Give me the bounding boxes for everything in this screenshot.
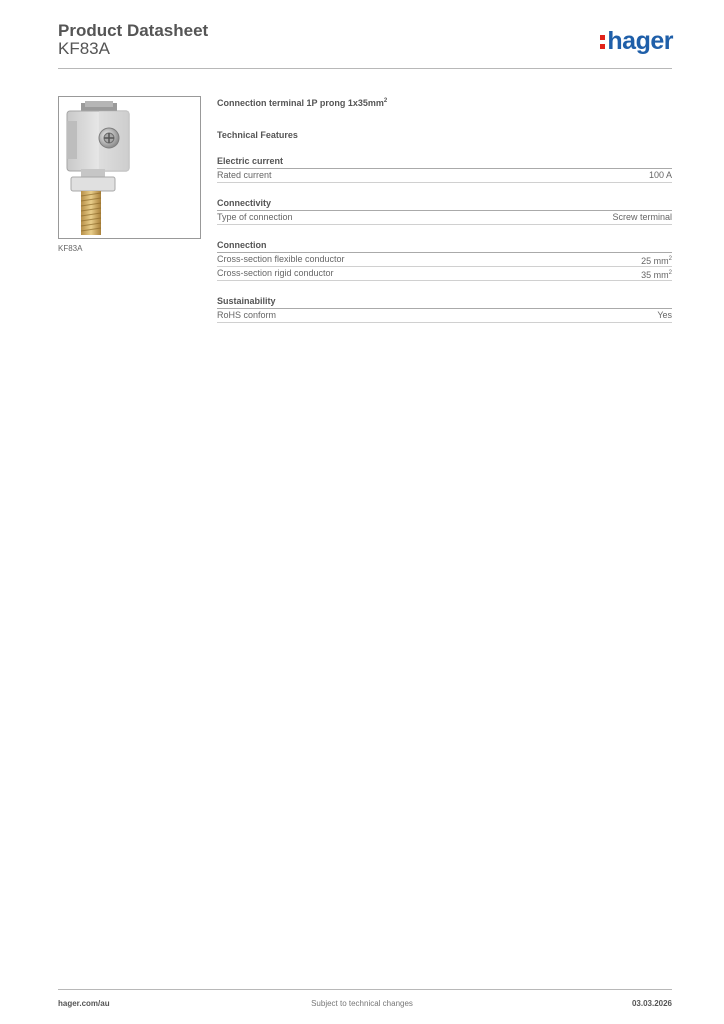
- feature-row: [217, 253, 672, 267]
- feature-value-text: Screw terminal: [612, 212, 672, 222]
- feature-label: RoHS conform: [217, 310, 277, 320]
- product-name-text: Connection terminal 1P prong 1x35mm: [217, 98, 384, 108]
- hager-logo: [600, 27, 673, 56]
- feature-value: [612, 211, 672, 224]
- feature-section: [217, 155, 672, 183]
- technical-features-heading: Technical Features: [217, 130, 298, 140]
- feature-label: Cross-section flexible conductor: [217, 254, 345, 264]
- feature-value-sup: 2: [668, 270, 672, 276]
- document-title: Product Datasheet: [58, 21, 209, 40]
- section-title: Electric current: [217, 155, 672, 169]
- feature-row: [217, 169, 672, 183]
- product-code: KF83A: [58, 39, 110, 58]
- terminal-illustration: [59, 97, 200, 238]
- feature-row: [217, 267, 672, 281]
- header-divider: [58, 68, 672, 69]
- feature-section: [217, 295, 672, 323]
- section-title: Connectivity: [217, 197, 672, 211]
- product-name: [217, 95, 672, 107]
- feature-value: [641, 253, 672, 266]
- image-caption: KF83A: [58, 244, 83, 253]
- feature-value: [657, 309, 672, 322]
- footer-date: 03.03.2026: [631, 999, 672, 1008]
- feature-value-sup: 2: [668, 256, 672, 262]
- technical-content: [217, 95, 672, 323]
- feature-section: [217, 239, 672, 281]
- feature-label: Rated current: [217, 170, 272, 180]
- product-name-sup: 2: [383, 98, 388, 104]
- feature-row: [217, 309, 672, 323]
- logo-dots-icon: [600, 34, 605, 51]
- section-title: Connection: [217, 239, 672, 253]
- feature-value: [641, 267, 672, 280]
- feature-value-text: 25 mm: [641, 256, 669, 266]
- footer-disclaimer: Subject to technical changes: [311, 999, 413, 1008]
- feature-sections: [217, 155, 672, 323]
- product-image: [58, 96, 201, 239]
- feature-label: Type of connection: [217, 212, 293, 222]
- footer-website: hager.com/au: [58, 999, 110, 1008]
- feature-value-text: 100 A: [648, 170, 672, 180]
- feature-value: [649, 169, 672, 182]
- feature-section: [217, 197, 672, 225]
- logo-text: hager: [607, 27, 673, 55]
- feature-row: [217, 211, 672, 225]
- footer-divider: [58, 989, 672, 990]
- section-title: Sustainability: [217, 295, 672, 309]
- feature-value-text: Yes: [657, 310, 672, 320]
- feature-label: Cross-section rigid conductor: [217, 268, 334, 278]
- feature-value-text: 35 mm: [641, 270, 669, 280]
